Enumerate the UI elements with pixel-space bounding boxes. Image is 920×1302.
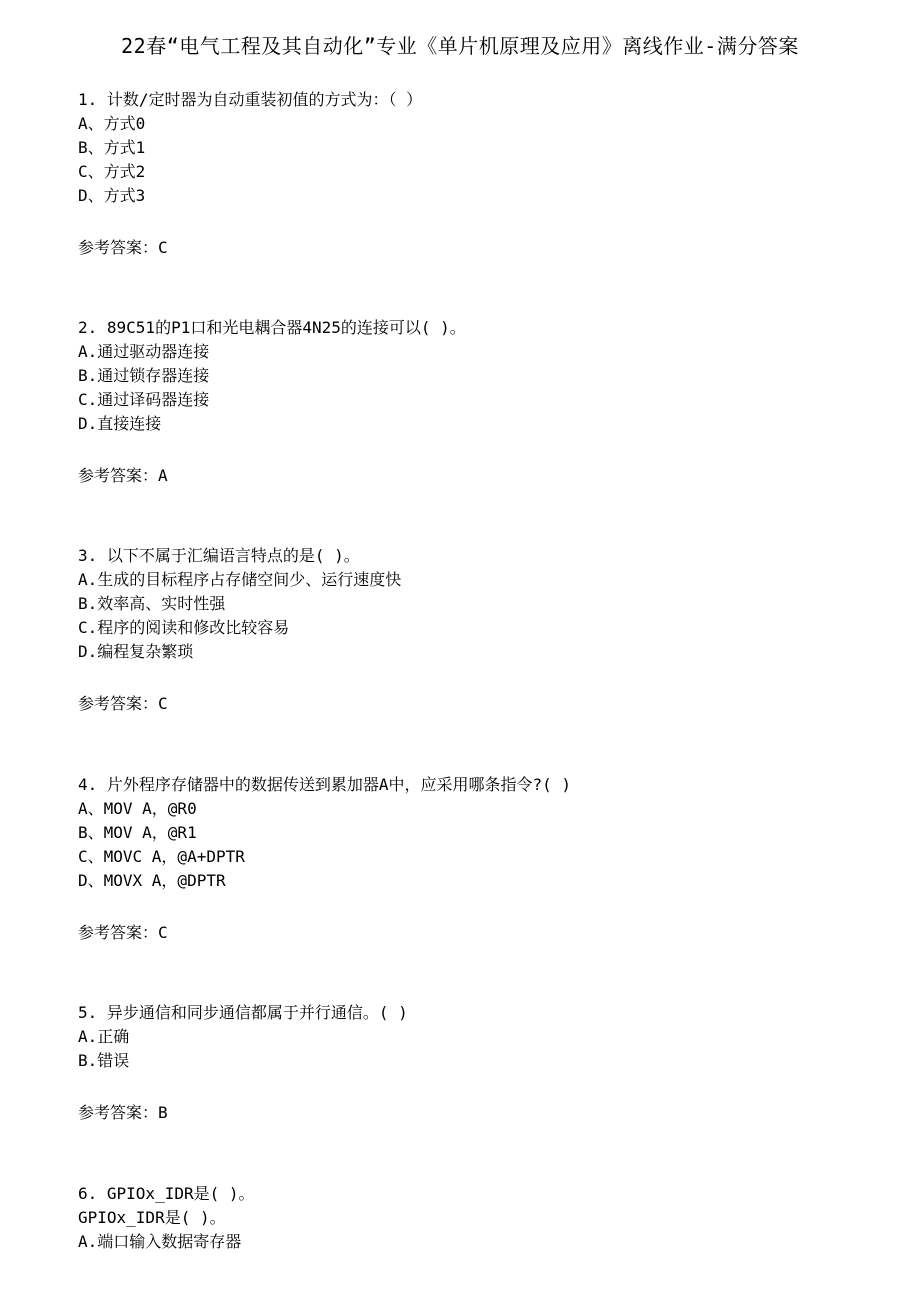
reference-answer: 参考答案：B [78,1103,168,1122]
option: A.通过驱动器连接 [78,342,210,361]
option: D.编程复杂繁琐 [78,642,194,661]
option: D.直接连接 [78,414,162,433]
reference-answer: 参考答案：C [78,694,168,713]
option: C、MOVC A，@A+DPTR [78,847,245,866]
question-stem: 4. 片外程序存储器中的数据传送到累加器A中，应采用哪条指令?( ) [78,775,572,794]
option: C、方式2 [78,162,146,181]
reference-answer: 参考答案：C [78,238,168,257]
option: A.正确 [78,1027,130,1046]
reference-answer: 参考答案：A [78,466,168,485]
option: B、方式1 [78,138,146,157]
option: A.生成的目标程序占存储空间少、运行速度快 [78,570,402,589]
option: D、MOVX A，@DPTR [78,871,226,890]
document-title: 22春“电气工程及其自动化”专业《单片机原理及应用》离线作业-满分答案 [121,34,799,58]
reference-answer: 参考答案：C [78,923,168,942]
option: B.错误 [78,1051,130,1070]
option: C.程序的阅读和修改比较容易 [78,618,290,637]
question-stem: 3. 以下不属于汇编语言特点的是( )。 [78,546,360,565]
option: A、MOV A，@R0 [78,799,197,818]
option: A、方式0 [78,114,146,133]
option: D、方式3 [78,186,146,205]
question-stem: 6. GPIOx_IDR是( )。 [78,1184,255,1203]
question-stem-repeat: GPIOx_IDR是( )。 [78,1208,226,1227]
option: B、MOV A，@R1 [78,823,197,842]
option: C.通过译码器连接 [78,390,210,409]
question-stem: 5. 异步通信和同步通信都属于并行通信。( ) [78,1003,408,1022]
option: A.端口输入数据寄存器 [78,1232,242,1251]
question-stem: 1. 计数/定时器为自动重装初值的方式为：（ ） [78,90,423,109]
option: B.效率高、实时性强 [78,594,226,613]
question-stem: 2. 89C51的P1口和光电耦合器4N25的连接可以( )。 [78,318,466,337]
option: B.通过锁存器连接 [78,366,210,385]
